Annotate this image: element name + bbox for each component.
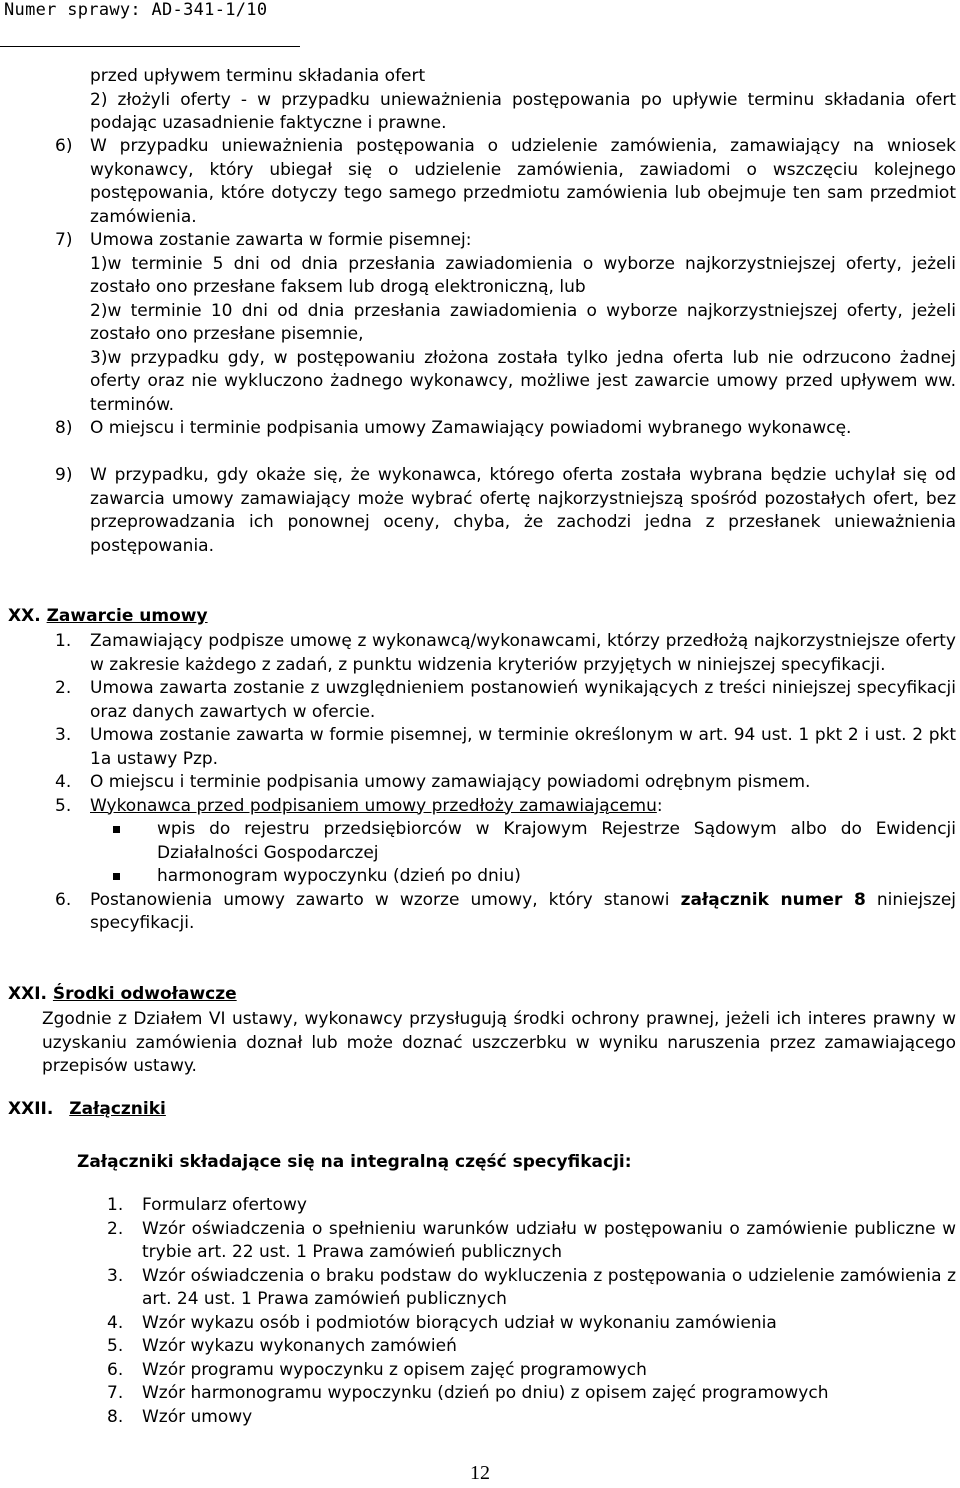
bullet-list [105, 818, 956, 889]
sub-item-3: 3)w przypadku gdy, w postępowaniu złożona została tylko jedna oferta lub nie odrzucono żadnej oferty oraz nie wykluczono żadnego wykonawcy, możliwe jest zawarcie umowy przed upływem ww. terminów. [90, 347, 956, 415]
list-item-text: Wzór harmonogramu wypoczynku (dzień po dniu) z opisem zajęć programowych [142, 1383, 829, 1403]
list-item-text: Wzór oświadczenia o spełnieniu warunków udziału w postępowaniu o zamówienie publiczne w trybie art. 22 ust. 1 Prawa zamówień publicznych [142, 1218, 956, 1262]
section-heading-xxi [8, 984, 237, 1004]
list-item-8 [55, 417, 956, 441]
section-title: Załączniki [69, 1099, 166, 1119]
list-item-text [90, 889, 956, 936]
section-title: Zawarcie umowy [46, 606, 208, 626]
section-number: XXI. [8, 984, 47, 1004]
list-item-number: 9) [55, 465, 73, 485]
list-item-text: O miejscu i terminie podpisania umowy Zamawiający powiadomi wybranego wykonawcę. [90, 418, 852, 438]
list-item-number: 6. [55, 889, 72, 910]
continuation-block [90, 65, 956, 136]
list-item [55, 630, 956, 677]
continuation-line: przed upływem terminu składania ofert [90, 66, 426, 86]
list-item-text: W przypadku, gdy okaże się, że wykonawca, którego oferta została wybrana będzie uchylał się od zawarcia umowy zamawiający może wybrać ofertę najkorzystniejszą spośród pozostałych ofert, bez przeprowadzania ich ponownej oceny, chyba, że zachodzi jedna z przesłanek unieważnienia postępowania. [90, 465, 956, 556]
sub-item-1: 1)w terminie 5 dni od dnia przesłania zawiadomienia o wyborze najkorzystniejszej oferty, jeżeli zostało ono przesłane faksem lub drogą elektroniczną, lub [90, 253, 956, 297]
list-item-text: Wzór wykazu osób i podmiotów biorących udział w wykonaniu zamówienia [142, 1312, 777, 1333]
section-heading-xx [8, 606, 208, 626]
list-item-number: 6) [55, 136, 73, 156]
list-item-number: 1. [55, 631, 72, 651]
list-item-text: Formularz ofertowy [142, 1195, 307, 1215]
list-item [55, 677, 956, 724]
list-item-text: O miejscu i terminie podpisania umowy zamawiający powiadomi odrębnym pismem. [90, 772, 811, 792]
attachments-list [107, 1194, 956, 1429]
list-item-number: 8) [55, 418, 73, 438]
list-item-text: Wzór umowy [142, 1406, 253, 1427]
list-item-text [90, 795, 956, 819]
colon: : [656, 795, 663, 816]
attachment-item [107, 1218, 956, 1265]
case-number-header: Numer sprawy: AD-341-1/10 [4, 0, 268, 20]
underlined-text: Wykonawca przed podpisaniem umowy przedłoży zamawiającemu [90, 795, 657, 816]
list-item [55, 889, 956, 936]
section-number: XX. [8, 606, 41, 626]
list-item-number: 7. [107, 1383, 124, 1403]
list-item-text: Wzór wykazu wykonanych zamówień [142, 1336, 457, 1356]
list-item-number: 5. [55, 795, 72, 816]
list-item-number: 4. [55, 772, 72, 792]
header-divider [0, 46, 300, 47]
list-item-number: 3. [55, 725, 72, 745]
attachment-item [107, 1382, 956, 1406]
list-item-text: W przypadku unieważnienia postępowania o udzielenie zamówienia, zamawiający na wniosek wykonawcy, który ubiegał się o udzielenie zamówienia, zawiadomi o wszczęciu kolejnego postępowania, które dotyczy tego samego przedmiotu zamówienia lub obejmuje ten sam przedmiot zamówienia. [90, 136, 956, 227]
bold-text: załącznik numer 8 [680, 889, 866, 910]
list-item-text: Wzór oświadczenia o braku podstaw do wykluczenia z postępowania o udzielenie zamówienia z art. 24 ust. 1 Prawa zamówień publicznych [142, 1265, 956, 1309]
list-item-number: 4. [107, 1312, 124, 1333]
section-title: Środki odwoławcze [52, 984, 237, 1004]
list-item-text: Umowa zostanie zawarta w formie pisemnej: [90, 230, 472, 250]
sub-item-2: 2)w terminie 10 dni od dnia przesłania zawiadomienia o wyborze najkorzystniejszej oferty, jeżeli zostało ono przesłane pisemnie, [90, 300, 956, 344]
bullet-item [105, 818, 956, 865]
attachments-subtitle: Załączniki składające się na integralną część specyfikacji: [77, 1152, 632, 1172]
list-item [55, 724, 956, 771]
attachment-item [107, 1335, 956, 1359]
list-item [55, 771, 956, 795]
list-item-text: Zamawiający podpisze umowę z wykonawcą/wykonawcami, którzy przedłożą najkorzystniejsze oferty w zakresie każdego z zadań, z punktu widzenia kryteriów przyjętych w niniejszej specyfikacji. [90, 631, 956, 675]
attachment-item [107, 1312, 956, 1336]
continuation-item-2: 2) złożyli oferty - w przypadku unieważnienia postępowania po upływie terminu składania ofert podając uzasadnienie faktyczne i prawne. [90, 89, 956, 133]
list-item-7 [55, 229, 956, 417]
text-run: niniejszej specyfikacji. [90, 889, 957, 933]
section-number: XXII. [8, 1099, 54, 1119]
square-bullet-icon [105, 865, 157, 889]
list-item-number: 1. [107, 1195, 124, 1215]
attachment-item [107, 1194, 956, 1218]
bullet-item [105, 865, 956, 889]
bullet-text: wpis do rejestru przedsiębiorców w Krajowym Rejestrze Sądowym albo do Ewidencji Działalności Gospodarczej [157, 819, 956, 863]
list-item [55, 795, 956, 819]
square-bullet-icon [105, 818, 157, 865]
list-item-9 [55, 464, 956, 558]
attachment-item [107, 1265, 956, 1312]
list-item-number: 8. [107, 1406, 124, 1427]
section-xxi-text: Zgodnie z Działem VI ustawy, wykonawcy przysługują środki ochrony prawnej, jeżeli ich interes prawny w uzyskaniu zamówienia doznał lub może doznać uszczerbku w wyniku naruszenia przez zamawiającego przepisów ustawy. [42, 1009, 956, 1076]
list-item-number: 6. [107, 1359, 124, 1380]
attachment-item [107, 1406, 956, 1430]
page-number: 12 [470, 1462, 490, 1484]
list-item-number: 5. [107, 1336, 124, 1356]
attachment-item [107, 1359, 956, 1383]
list-item-6 [55, 135, 956, 229]
bullet-text: harmonogram wypoczynku (dzień po dniu) [157, 866, 521, 886]
list-item-number: 2. [55, 678, 72, 698]
list-item-text: Umowa zostanie zawarta w formie pisemnej, w terminie określonym w art. 94 ust. 1 pkt 2 i ust. 2 pkt 1a ustawy Pzp. [90, 725, 956, 769]
section-xx-list [55, 630, 956, 936]
list-item-number: 3. [107, 1265, 124, 1286]
list-item-text: Umowa zawarta zostanie z uwzględnieniem postanowień wynikających z treści niniejszej specyfikacji oraz danych zawartych w ofercie. [90, 678, 956, 722]
section-heading-xxii [8, 1099, 166, 1119]
list-item-text: Wzór programu wypoczynku z opisem zajęć programowych [142, 1359, 647, 1380]
list-item-number: 2. [107, 1218, 124, 1239]
list-item-number: 7) [55, 230, 73, 250]
text-run: Postanowienia umowy zawarto w wzorze umowy, który stanowi [90, 889, 681, 910]
